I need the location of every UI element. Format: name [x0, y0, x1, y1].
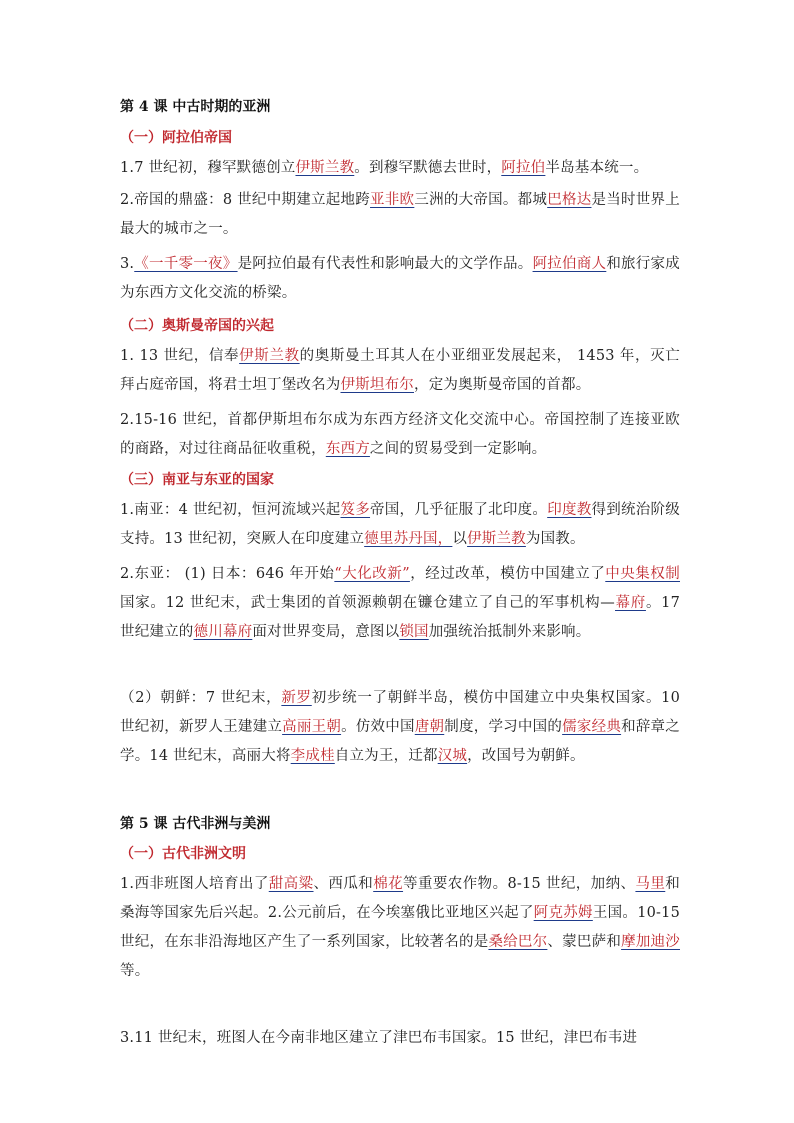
text: 2.东亚： (1) 日本：646 年开始 [120, 566, 335, 582]
keyword: 李成桂 [290, 748, 335, 764]
keyword: 阿拉伯 [501, 160, 546, 176]
keyword: 高丽王朝 [282, 719, 342, 735]
text: 1. 13 世纪，信奉 [120, 348, 240, 364]
text: 的奥斯曼土耳其人在小亚细亚发展起来， 1453 年，灭亡拜占庭帝国，将君士坦丁堡改名为 [120, 348, 680, 393]
section-ancient-africa: （一）古代非洲文明 [120, 846, 246, 862]
text: 王国。10-15 世纪，在东非沿海地区产生了一系列国家，比较著名的是 [120, 905, 680, 950]
text: 是当时世界上最大的城市之一。 [120, 192, 680, 237]
section-south-east-asia: （三）南亚与东亚的国家 [120, 472, 274, 488]
text: 1.7 世纪初，穆罕默德创立 [120, 160, 296, 176]
text: 2.帝国的鼎盛：8 世纪中期建立起地跨 [120, 192, 371, 208]
keyword: 马里 [635, 876, 666, 892]
text: 1.南亚：4 世纪初，恒河流域兴起 [120, 502, 341, 518]
keyword: 巴格达 [547, 192, 592, 208]
keyword: 伊斯兰教 [239, 348, 300, 364]
text: 、西瓜和 [313, 876, 374, 892]
keyword: 幕府 [615, 595, 646, 611]
keyword: 笈多 [340, 502, 371, 518]
text: 以 [452, 531, 468, 547]
keyword: 棉花 [373, 876, 404, 892]
keyword: 伊斯坦布尔 [340, 377, 414, 393]
lesson5-title: 第 5 课 古代非洲与美洲 [120, 816, 271, 832]
paragraph [120, 870, 680, 986]
text: 和辞章之学。14 世纪末，高丽大将 [120, 719, 680, 764]
text: 和桑海等国家先后兴起。2.公元前后，在今埃塞俄比亚地区兴起了 [120, 876, 680, 921]
text: 之间的贸易受到一定影响。 [369, 441, 547, 457]
keyword: 阿克苏姆 [533, 905, 593, 921]
text: 初步统一了朝鲜半岛，模仿中国建立中央集权国家。10 世纪初，新罗人王建建立 [120, 690, 680, 735]
text: 帝国，几乎征服了北印度。 [370, 502, 548, 518]
text: 2.15-16 世纪，首都伊斯坦布尔成为东西方经济文化交流中心。帝国控制了连接亚欧的商路，对过往商品征收重税， [120, 412, 680, 457]
text: 为国教。 [525, 531, 585, 547]
text: 3. [120, 256, 135, 272]
text: ，定为奥斯曼帝国的首都。 [414, 377, 591, 393]
text: 半岛基本统一。 [545, 160, 649, 176]
paragraph [120, 250, 680, 308]
text: 等重要农作物。8-15 世纪，加纳、 [403, 876, 636, 892]
keyword: 印度教 [547, 502, 592, 518]
keyword: 汉城 [437, 748, 468, 764]
keyword: 伊斯兰教 [295, 160, 355, 176]
paragraph [120, 1024, 680, 1053]
keyword: 唐朝 [414, 719, 445, 735]
paragraph [120, 186, 680, 244]
keyword: 东西方 [325, 441, 370, 457]
text: 加强统治抵制外来影响。 [428, 624, 591, 640]
lesson4-title: 第 4 课 中古时期的亚洲 [120, 99, 271, 115]
keyword: 《一千零一夜》 [134, 256, 238, 272]
text: 国家。12 世纪末，武士集团的首领源赖朝在镰仓建立了自己的军事机构— [120, 595, 616, 611]
text: 。仿效中国 [341, 719, 415, 735]
text: ，经过改革，模仿中国建立了 [409, 566, 606, 582]
text: 。到穆罕默德去世时， [354, 160, 502, 176]
keyword: 中央集权制 [605, 566, 680, 582]
paragraph [120, 560, 680, 647]
keyword: 锁国 [399, 624, 429, 640]
keyword: 甜高粱 [268, 876, 314, 892]
keyword: 桑给巴尔 [488, 934, 548, 950]
section-ottoman-empire: （二）奥斯曼帝国的兴起 [120, 318, 274, 334]
keyword: “大化改新” [334, 566, 410, 582]
text: 是阿拉伯最有代表性和影响最大的文学作品。 [237, 256, 533, 272]
text: 面对世界变局，意图以 [252, 624, 400, 640]
text: 制度，学习中国的 [444, 719, 563, 735]
paragraph [120, 406, 680, 464]
section-arab-empire: （一）阿拉伯帝国 [120, 130, 232, 146]
keyword: 新罗 [281, 690, 312, 706]
paragraph [120, 342, 680, 400]
paragraph [120, 684, 680, 771]
text: 和旅行家成为东西方文化交流的桥梁。 [120, 256, 681, 301]
paragraph [120, 154, 680, 183]
paragraph [120, 496, 680, 554]
keyword: 阿拉伯商人 [532, 256, 607, 272]
text: 3.11 世纪末，班图人在今南非地区建立了津巴布韦国家。15 世纪，津巴布韦进 [120, 1030, 638, 1046]
text: 自立为王，迁都 [334, 748, 438, 764]
text: 、蒙巴萨和 [547, 934, 622, 950]
text: （2）朝鲜：7 世纪末， [120, 690, 282, 706]
text: 1.西非班图人培育出了 [120, 876, 269, 892]
text: 等。 [120, 963, 150, 979]
text: ，改国号为朝鲜。 [467, 748, 585, 764]
text: 三洲的大帝国。都城 [414, 192, 548, 208]
keyword: 德里苏丹国， [364, 531, 453, 547]
keyword: 儒家经典 [562, 719, 622, 735]
keyword: 摩加迪沙 [621, 934, 680, 950]
keyword: 德川幕府 [193, 624, 253, 640]
text: 得到统治阶级支持。13 世纪初，突厥人在印度建立 [120, 502, 680, 547]
keyword: 伊斯兰教 [467, 531, 526, 547]
text: 。17 世纪建立的 [120, 595, 680, 640]
keyword: 亚非欧 [370, 192, 415, 208]
